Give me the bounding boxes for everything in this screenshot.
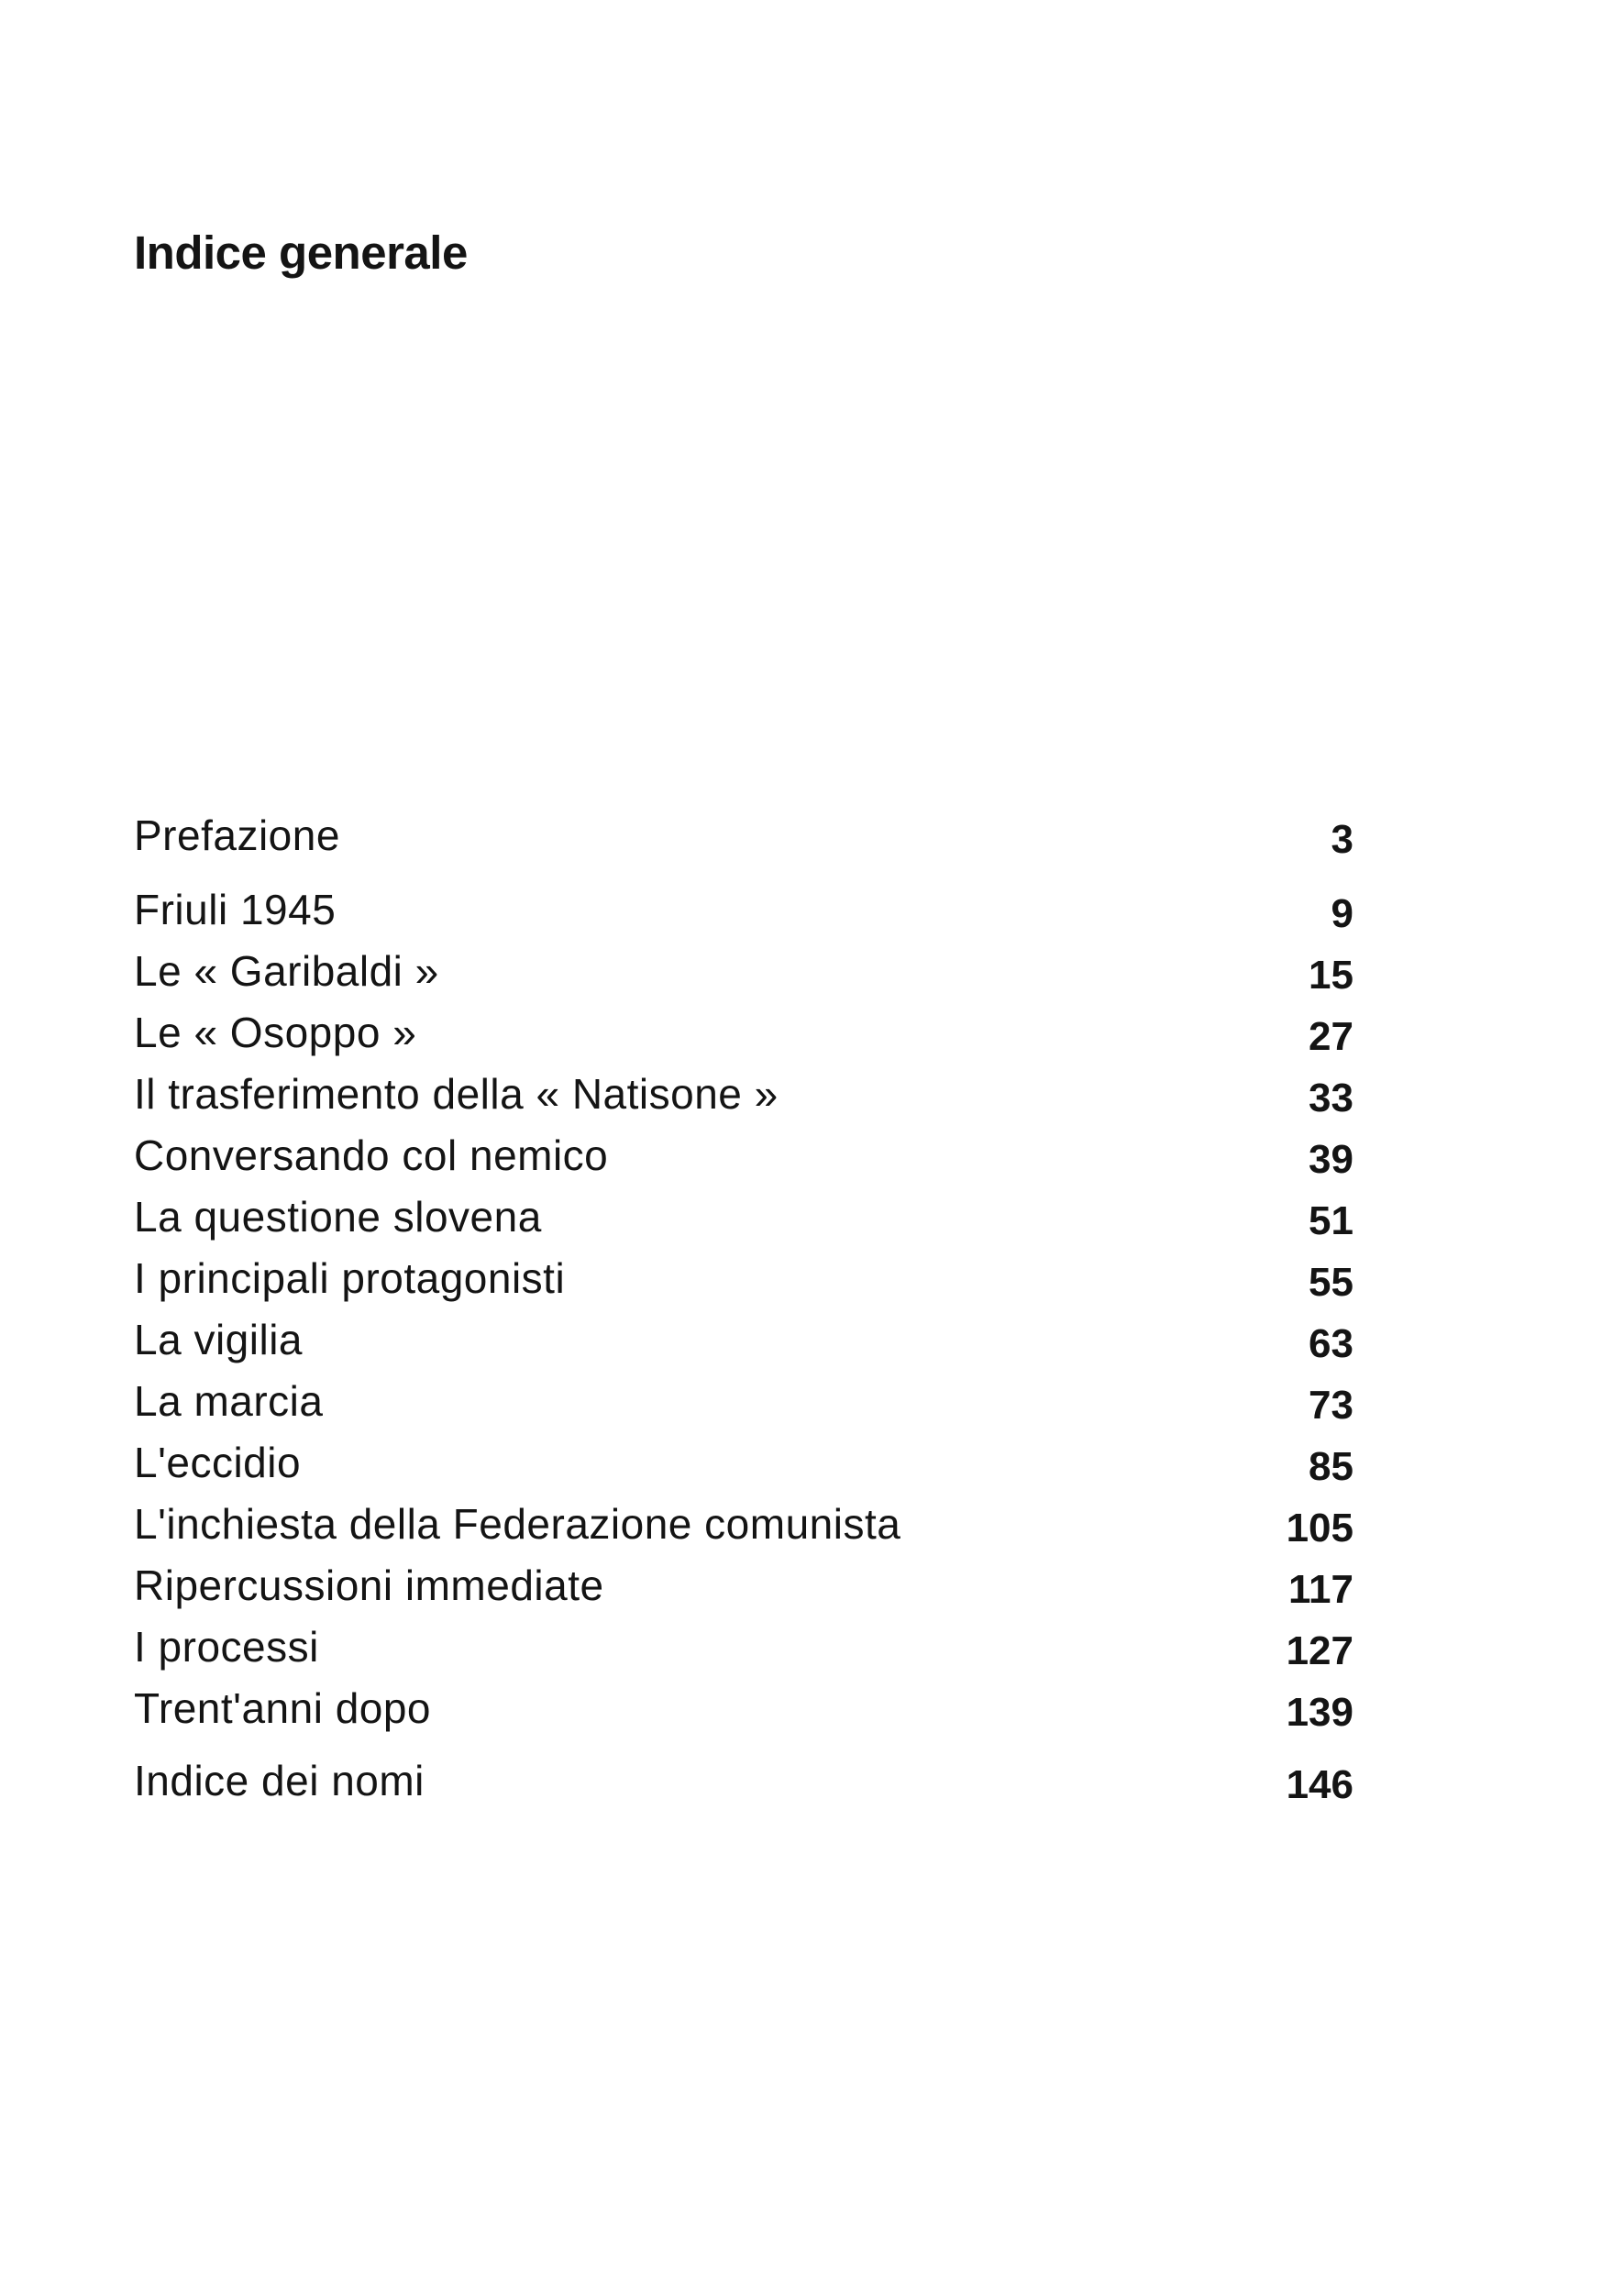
toc-entry-title: I principali protagonisti — [134, 1254, 566, 1302]
toc-entry-title: L'eccidio — [134, 1439, 302, 1486]
toc-entry-page: 85 — [1309, 1444, 1353, 1489]
toc-entry — [134, 1371, 1353, 1432]
page-title: Indice generale — [134, 226, 468, 279]
toc-entry-page: 27 — [1309, 1014, 1353, 1059]
toc-entry — [134, 805, 1353, 866]
toc-entry — [134, 1555, 1353, 1616]
toc-entry-page: 105 — [1286, 1506, 1353, 1550]
toc-entry — [134, 1248, 1353, 1309]
toc-entry — [134, 1064, 1353, 1125]
toc-entry-page: 15 — [1309, 953, 1353, 998]
toc-entry-title: L'inchiesta della Federazione comunista — [134, 1500, 901, 1548]
toc-entry — [134, 879, 1353, 941]
toc-entry — [134, 1309, 1353, 1371]
toc-entry — [134, 941, 1353, 1002]
toc-entry-page: 63 — [1309, 1321, 1353, 1366]
toc-entry-page: 55 — [1309, 1260, 1353, 1305]
toc-entry-title: La questione slovena — [134, 1193, 542, 1241]
toc-entry-page: 139 — [1286, 1690, 1353, 1735]
toc-entry-page: 3 — [1331, 817, 1353, 862]
toc-entry-title: Il trasferimento della « Natisone » — [134, 1070, 779, 1118]
toc-entry-page: 9 — [1331, 891, 1353, 936]
toc-entry-title: Le « Garibaldi » — [134, 947, 439, 995]
toc-entry-page: 39 — [1309, 1137, 1353, 1182]
toc-entry — [134, 1750, 1353, 1812]
toc-entry-page: 73 — [1309, 1383, 1353, 1428]
toc-entry-title: Ripercussioni immediate — [134, 1561, 604, 1609]
toc-entry-title: Prefazione — [134, 811, 340, 859]
toc-entry-title: Conversando col nemico — [134, 1131, 609, 1179]
toc-entry — [134, 1616, 1353, 1678]
toc-entry-title: La marcia — [134, 1377, 324, 1425]
toc-entry-title: La vigilia — [134, 1316, 303, 1363]
toc-entry-title: Trent'anni dopo — [134, 1684, 432, 1732]
toc-entry-title: Le « Osoppo » — [134, 1009, 417, 1056]
toc-entry-page: 33 — [1309, 1076, 1353, 1120]
toc-entry — [134, 1494, 1353, 1555]
toc-entry-page: 127 — [1286, 1628, 1353, 1673]
table-of-contents — [134, 805, 1353, 1812]
toc-entry-page: 51 — [1309, 1198, 1353, 1243]
toc-entry-title: Friuli 1945 — [134, 886, 337, 933]
toc-entry — [134, 1186, 1353, 1248]
toc-entry-page: 146 — [1286, 1762, 1353, 1807]
toc-entry-page: 117 — [1288, 1567, 1353, 1612]
toc-entry — [134, 1432, 1353, 1494]
toc-entry — [134, 1678, 1353, 1739]
toc-entry — [134, 1125, 1353, 1186]
toc-entry-title: Indice dei nomi — [134, 1757, 425, 1804]
toc-entry — [134, 1002, 1353, 1064]
toc-entry-title: I processi — [134, 1623, 319, 1671]
